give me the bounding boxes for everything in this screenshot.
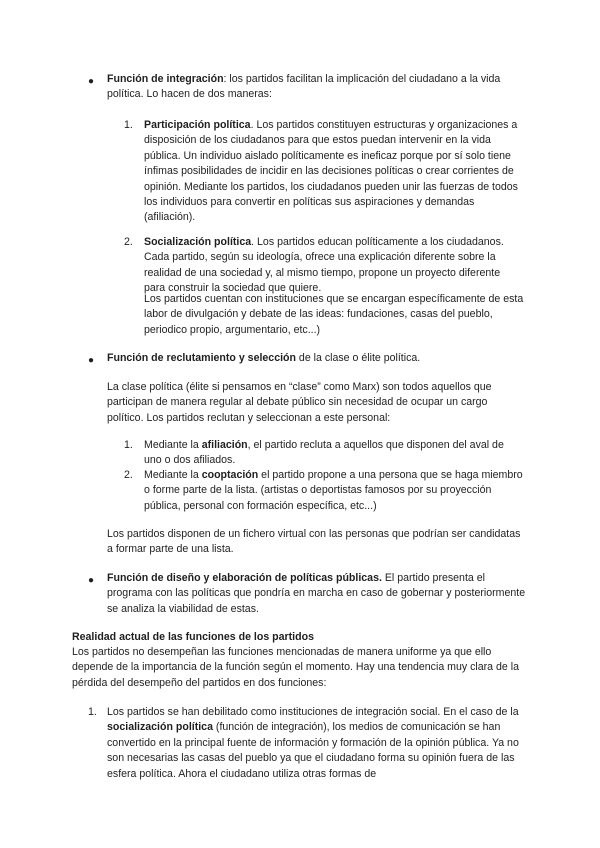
cooptation-item [144,468,524,514]
recruitment-text: de la clase o élite política. [295,352,421,364]
reality-item-bold: socialización política [107,721,213,734]
reality-item-pre: Los partidos se han debilitado como instituciones de integración social. En el caso de la [107,706,519,718]
participation-title: Participación política [144,119,251,131]
reality-intro: Los partidos no desempeñan las funciones mencionadas de manera uniforme ya que ello depende de la importancia de la función según el momento. Hay una tendencia muy clara de la pérdida del desempeño del partidos en dos funciones: [72,646,519,689]
integration-paragraph [107,72,535,103]
socialization-title: Socialización política [144,236,252,248]
reality-heading-text: Realidad actual de las funciones de los partidos [72,631,314,643]
integration-title: Función de integración [107,73,224,85]
list-number: 1. [124,119,133,131]
list-number: 1. [124,439,133,451]
participation-paragraph [144,118,524,226]
recruitment-paragraph [107,351,535,366]
reality-item-1 [107,705,532,782]
bullet-icon: ● [88,355,95,366]
cooptation-bold: cooptación [201,469,259,481]
participation-text: . Los partidos constituyen estructuras y organizaciones a disposición de los ciudadanos para que estos puedan intervenir en la vida pública. Un individuo aislado políticamente es ineficaz porque por sí solo tiene ínfimas posibilidades de incidir en las decisiones políticas o crear corrientes de opinión. Mediante los partidos, los ciudadanos pueden unir las fuerzas de todos los individuos para convertir en políticas sus aspiraciones y demandas (afiliación). [144,119,518,224]
socialization-extra: Los partidos cuentan con instituciones que se encargan específicamente de esta labor de divulgación y debate de las ideas: fundaciones, casas del pueblo, periodico propio, argumentario, etc...) [144,293,524,336]
recruitment-title: Función de reclutamiento y selección [107,352,296,364]
integration-text: : los partidos facilitan la implicación del ciudadano a la vida política. Lo hacen de dos maneras: [107,73,501,101]
reality-item-post: (función de integración), los medios de comunicación se han convertido en la principal fuente de información y formación de la opinión pública. Ya no son necesarias las casas del pueblo ya que el ciudadano forma su opinión fuera de las esfera política. Ahora el ciudadano utiliza otras formas de [107,721,519,780]
bullet-icon: ● [88,76,95,87]
cooptation-post: el partido propone a una persona que se haga miembro o forme parte de la lista. (artistas o deportistas famosos por su proyección pública, personal con formación específica, etc...) [144,469,523,512]
bullet-icon: ● [88,575,95,586]
list-number: 2. [124,469,133,481]
political-class-paragraph: La clase política (élite si pensamos en “clase” como Marx) son todos aquellos que participan de manera regular al debate público sin necesidad de ocupar un cargo político. Los partidos reclutan y seleccionan a este personal: [107,381,492,424]
policy-text: El partido presenta el programa con las políticas que pondría en marcha en caso de gobernar y posteriormente se analiza la viabilidad de estas. [107,572,526,615]
policy-title: Función de diseño y elaboración de políticas públicas. [107,572,382,584]
affiliation-post: , el partido recluta a aquellos que disponen del aval de uno o dos afiliados. [144,439,504,467]
socialization-text: . Los partidos educan políticamente a los ciudadanos. Cada partido, según su ideología, ofrece una explicación diferente sobre la realidad de una sociedad y, al mismo tiempo, propone un proyecto diferente para construir la sociedad que quiere. [144,236,504,295]
virtual-file-paragraph: Los partidos disponen de un fichero virtual con las personas que podrían ser candidatas a formar parte de una lista. [107,528,521,556]
list-number: 2. [124,236,133,248]
reality-heading [72,630,542,645]
list-number: 1. [88,706,97,718]
affiliation-item [144,438,524,469]
socialization-paragraph [144,235,524,297]
affiliation-pre: Mediante la [144,439,202,451]
affiliation-bold: afiliación [201,439,248,451]
policy-paragraph [107,571,527,617]
cooptation-pre: Mediante la [144,469,202,481]
